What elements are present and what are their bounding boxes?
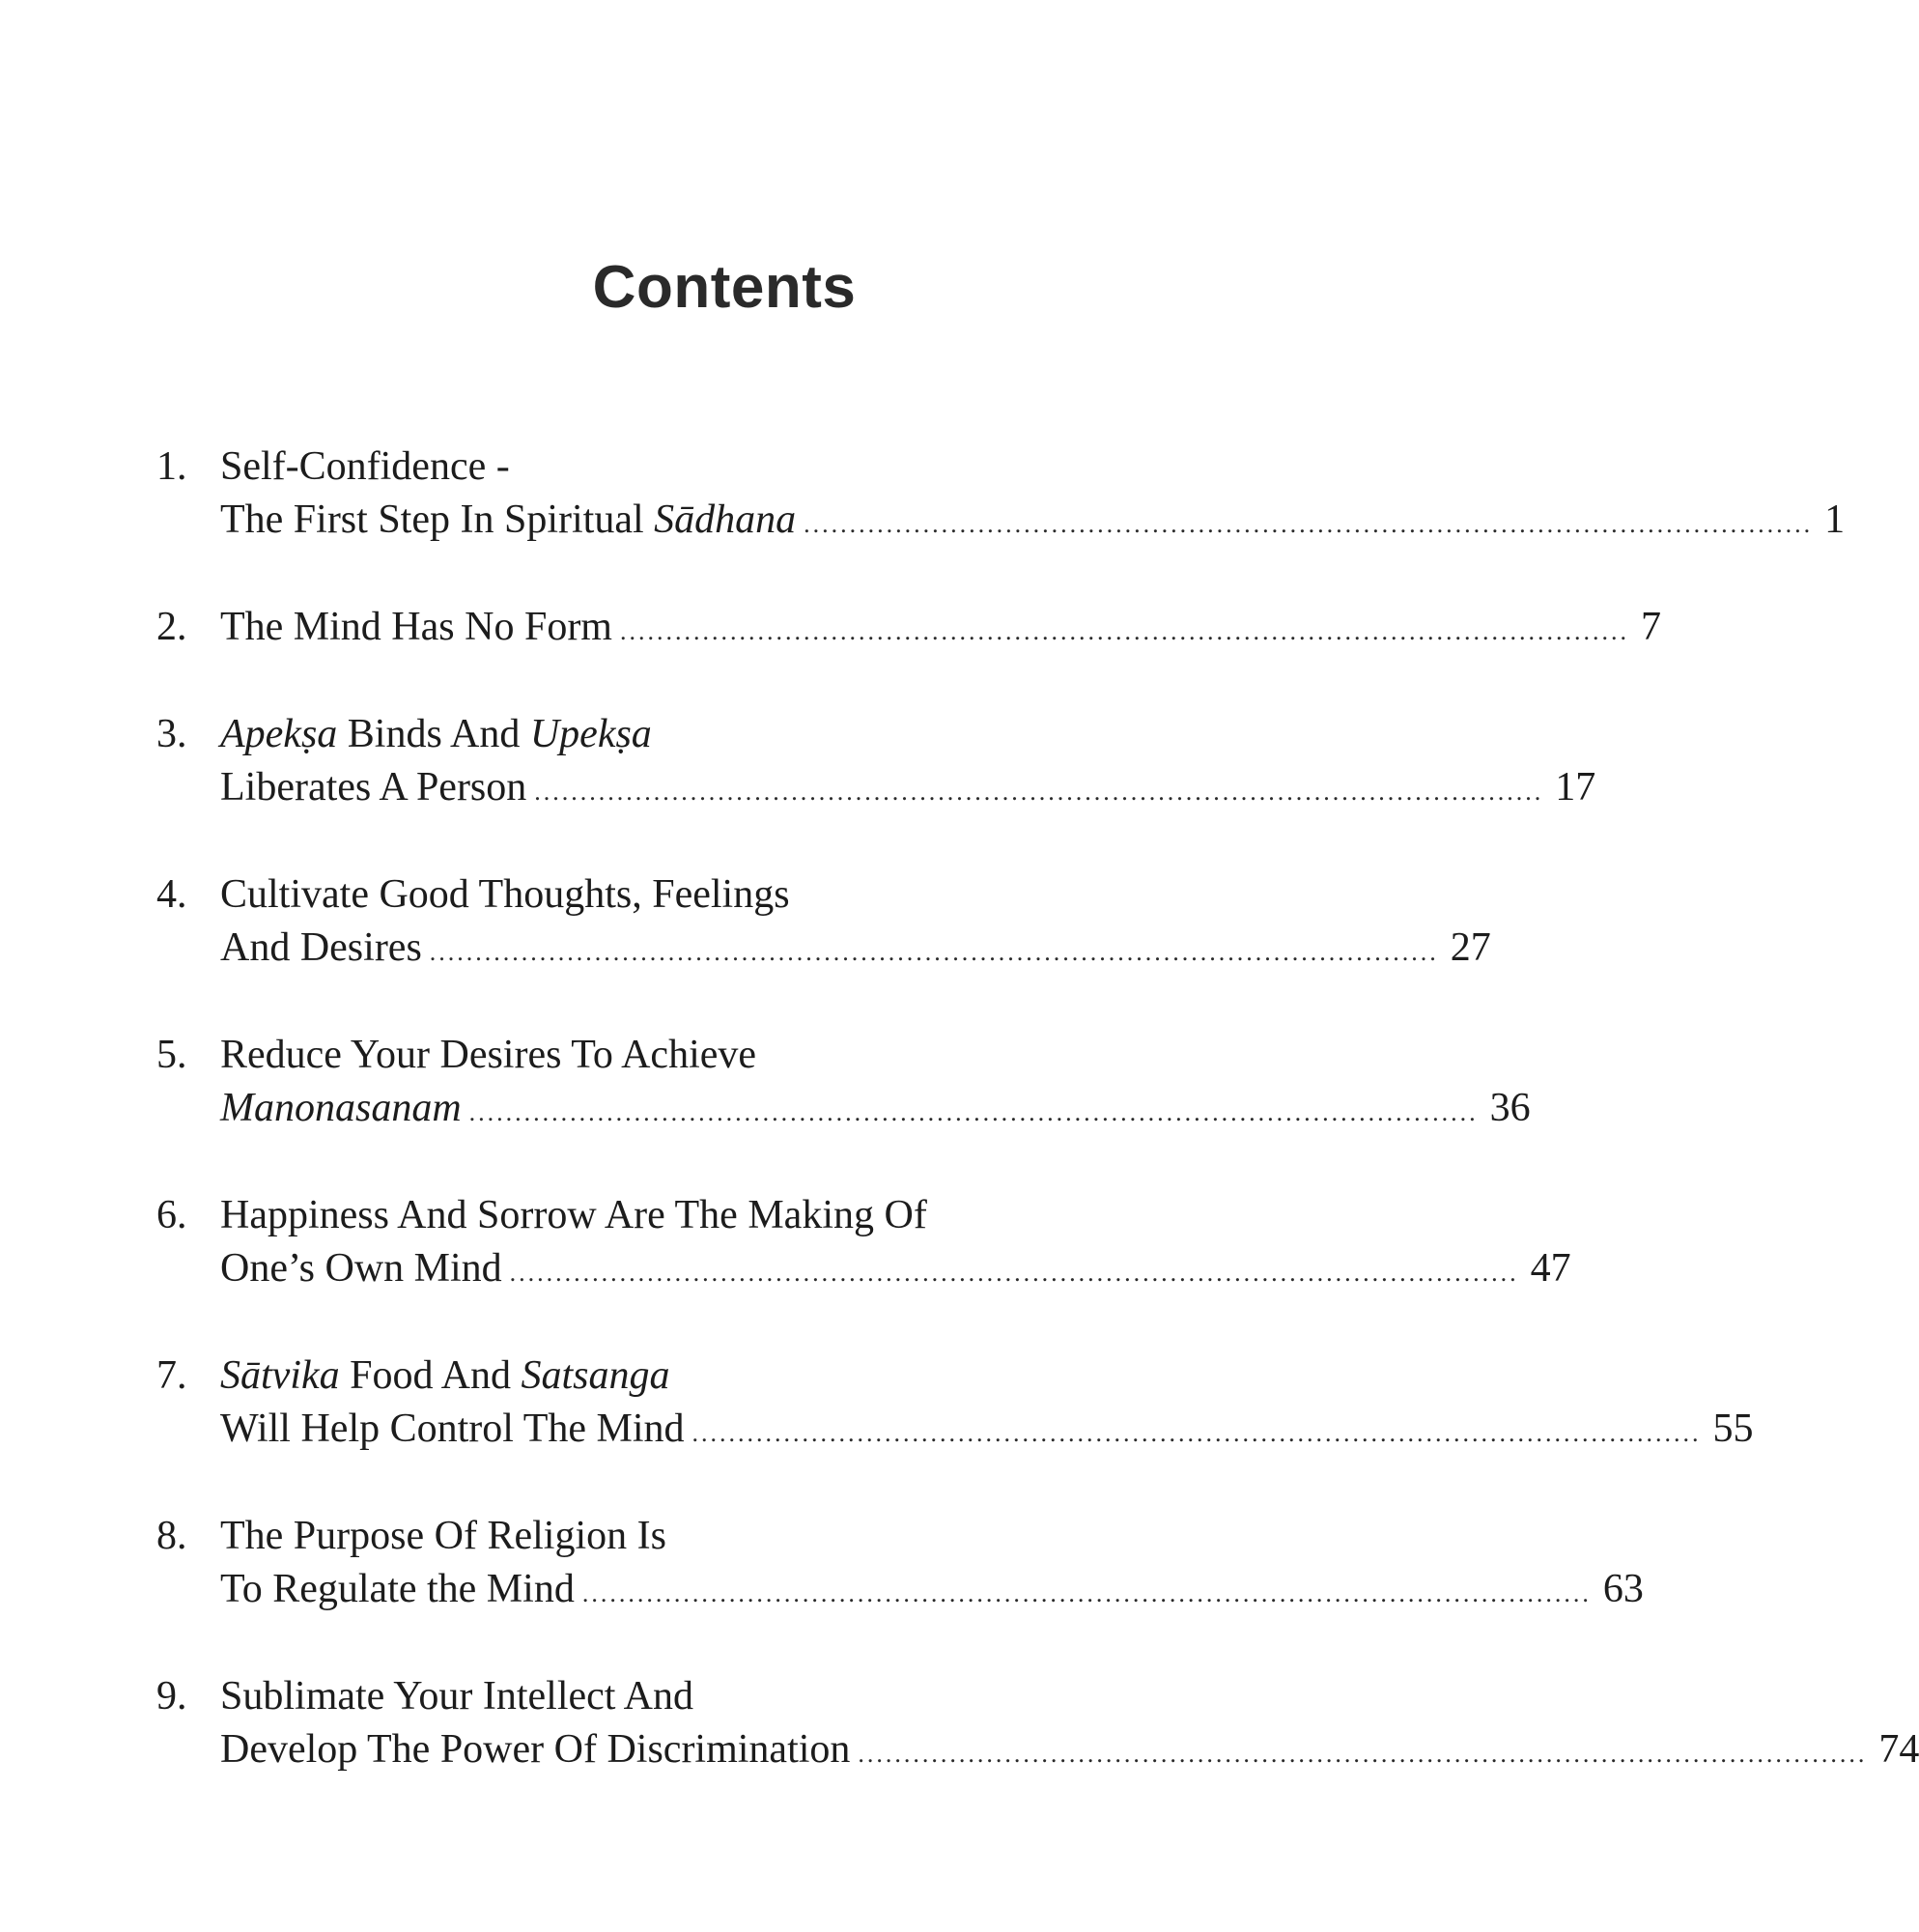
entry-title-text: Manonasanam — [220, 1086, 462, 1130]
entry-number: 9. — [156, 1674, 187, 1719]
entry-page-number: 55 — [1712, 1406, 1754, 1451]
entry-title-text: The Mind Has No Form — [220, 605, 612, 649]
entry-title-line-2 — [220, 1082, 1531, 1139]
entry-number: 2. — [156, 605, 187, 649]
entry-number: 6. — [156, 1193, 187, 1237]
entry-title-line-2 — [220, 494, 1846, 551]
dot-leader: .............................................................................................................. — [619, 617, 1629, 645]
entry-title-line-2 — [220, 1563, 1644, 1620]
dot-leader: .............................................................................................................. — [468, 1098, 1479, 1126]
toc-entry[interactable] — [156, 1189, 1571, 1299]
entry-title-line-1: Apekṣa Binds And Upekṣa — [220, 712, 652, 756]
entry-number: 4. — [156, 872, 187, 917]
entry-number: 7. — [156, 1353, 187, 1398]
entry-page-number: 74 — [1878, 1727, 1919, 1772]
entry-title-text: Will Help Control The Mind — [220, 1406, 685, 1451]
entry-title-text: The First Step In Spiritual Sādhana — [220, 497, 797, 542]
entry-title-line-1: Sublimate Your Intellect And — [220, 1674, 693, 1719]
entry-title-text: Develop The Power Of Discrimination — [220, 1727, 851, 1772]
entry-number: 3. — [156, 712, 187, 756]
toc-entry[interactable] — [156, 1670, 1919, 1780]
entry-page-number: 1 — [1824, 497, 1846, 542]
table-of-contents — [156, 440, 1919, 1831]
dot-leader: .............................................................................................................. — [534, 778, 1544, 806]
page-title: Contents — [592, 254, 857, 321]
entry-title-line-2 — [220, 761, 1596, 818]
toc-entry[interactable] — [156, 601, 1661, 658]
entry-title-line-1: Sātvika Food And Satsanga — [220, 1353, 670, 1398]
entry-title-line-2 — [220, 1403, 1754, 1460]
dot-leader: .............................................................................................................. — [581, 1579, 1592, 1607]
entry-title-line-1: Cultivate Good Thoughts, Feelings — [220, 872, 790, 917]
entry-title-text: One’s Own Mind — [220, 1246, 502, 1291]
entry-page-number: 47 — [1530, 1246, 1571, 1291]
entry-title-line-1: Happiness And Sorrow Are The Making Of — [220, 1193, 927, 1237]
entry-title-line-2 — [220, 1723, 1919, 1780]
dot-leader: .............................................................................................................. — [858, 1740, 1868, 1768]
toc-entry[interactable] — [156, 868, 1491, 979]
dot-leader: .............................................................................................................. — [429, 938, 1439, 966]
entry-title-text: And Desires — [220, 925, 422, 970]
entry-title-text: Liberates A Person — [220, 765, 527, 810]
entry-title-text: To Regulate the Mind — [220, 1567, 575, 1611]
dot-leader: .............................................................................................................. — [509, 1259, 1519, 1287]
entry-title-line-1: Self-Confidence - — [220, 444, 510, 489]
toc-entry[interactable] — [156, 708, 1596, 818]
entry-number: 1. — [156, 444, 187, 489]
entry-page-number: 17 — [1555, 765, 1596, 810]
entry-title-line-2 — [220, 1242, 1571, 1299]
entry-page-number: 63 — [1602, 1567, 1644, 1611]
entry-title-line-2 — [220, 922, 1491, 979]
entry-title-line-1: Reduce Your Desires To Achieve — [220, 1033, 757, 1077]
entry-page-number: 36 — [1489, 1086, 1531, 1130]
entry-number: 8. — [156, 1514, 187, 1558]
entry-page-number: 7 — [1640, 605, 1661, 649]
dot-leader: .............................................................................................................. — [804, 510, 1814, 538]
toc-entry[interactable] — [156, 1350, 1754, 1460]
entry-number: 5. — [156, 1033, 187, 1077]
toc-entry[interactable] — [156, 440, 1846, 551]
entry-title-line-1: The Purpose Of Religion Is — [220, 1514, 666, 1558]
dot-leader: .............................................................................................................. — [691, 1419, 1702, 1447]
toc-entry[interactable] — [156, 1029, 1531, 1139]
toc-entry[interactable] — [156, 1510, 1644, 1620]
entry-page-number: 27 — [1450, 925, 1491, 970]
entry-title-line-1 — [220, 601, 1661, 658]
